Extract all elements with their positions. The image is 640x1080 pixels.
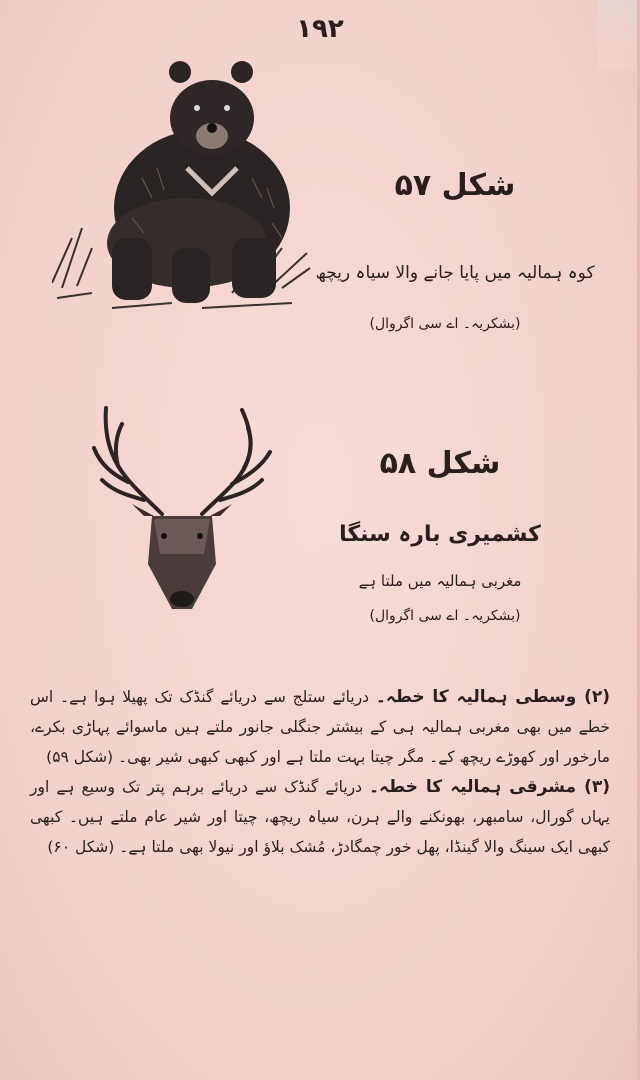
body-text [30, 682, 610, 862]
figure-57-heading: شکل ۵۷ [394, 168, 516, 203]
figure-57-caption: کوہ ہمالیہ میں پایا جانے والا سیاہ ریچھ [315, 263, 595, 283]
figure-58-heading: شکل ۵۸ [379, 446, 501, 481]
section-text: دریائے ستلج سے دریائے گنڈک تک پھیلا ہوا ہے۔ اس خطے میں بھی مغربی ہمالیہ ہی کے بیشتر جنگلی جانور ملتے ہیں ماسوائے پہاڑی بکرے، مارخور اور کھوڑے ریچھ کے۔ مگر چیتا بہت ملتا ہے اور کبھی کبھی شیر بھی۔ (شکل ۵۹) [30, 688, 610, 766]
kashmir-stag-head-icon [92, 404, 272, 616]
black-bear-illustration [52, 58, 314, 316]
section-heading: (۲) وسطی ہمالیہ کا خطہ۔ [375, 687, 611, 707]
section-central-himalaya [30, 682, 610, 772]
section-heading: (۳) مشرقی ہمالیہ کا خطہ۔ [369, 777, 611, 797]
black-bear-icon [52, 58, 314, 316]
page-number: ۱۹۲ [296, 14, 344, 44]
figure-58-subcaption: مغربی ہمالیہ میں ملتا ہے [358, 572, 522, 590]
section-text: دریائے گنڈک سے دریائے برہم پتر تک وسیع ہے اور یہاں گورال، سامبھر، بھونکنے والے ہرن، سیاہ ریچھ، چیتا اور شیر عام ملتے ہیں۔ کبھی کبھی ایک سینگ والا گینڈا، پھل خور چمگادڑ، مُشک بلاؤ اور نیولا بھی ملتا ہے۔ (شکل ۶۰) [30, 778, 610, 856]
figure-58-caption: کشمیری بارہ سنگا [339, 522, 541, 547]
figure-58-credit: (بشکریہ۔ اے سی اگروال) [369, 608, 521, 624]
stag-head-illustration [92, 404, 272, 616]
section-eastern-himalaya [30, 772, 610, 862]
figure-57-credit: (بشکریہ۔ اے سی اگروال) [369, 316, 521, 332]
